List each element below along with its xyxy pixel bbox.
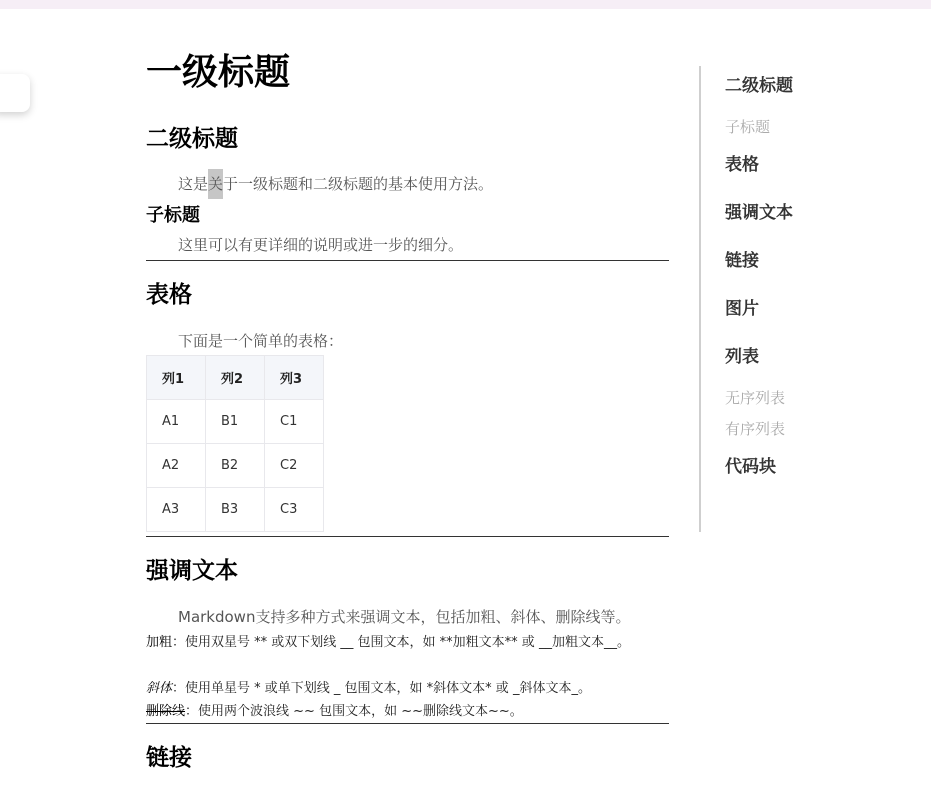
data-table [146,355,324,532]
bold-text: ：使用双星号 ** 或双下划线 __ 包围文本，如 **加粗文本** 或 __加粗文本__。 [172,635,630,650]
table-header-cell: 列1 [147,356,206,400]
heading-sub: 子标题 [146,205,200,226]
table-cell: A2 [147,444,206,488]
paragraph-sec3: Markdown支持多种方式来强调文本，包括加粗、斜体、删除线等。 [178,608,631,626]
strike-label: 删除线 [146,704,186,719]
bold-label: 加粗 [146,635,173,650]
strike-text: ：使用两个波浪线 ~~ 包围文本，如 ~~删除线文本~~。 [185,704,523,719]
toc-divider [699,66,701,532]
italic-label: 斜体 [146,681,173,696]
table-cell: A3 [147,488,206,532]
paragraph-sub: 这里可以有更详细的说明或进一步的细分。 [178,236,464,254]
toc-item-无序列表[interactable]: 无序列表 [725,389,786,407]
toc-item-表格[interactable]: 表格 [725,155,759,175]
top-strip [0,0,931,9]
table-cell: B3 [206,488,265,532]
table-row [147,488,324,532]
toc-item-链接[interactable]: 链接 [725,251,759,271]
paragraph-text: 于一级标题和二级标题的基本使用方法。 [223,175,494,193]
table-cell: B2 [206,444,265,488]
table-row [147,400,324,444]
table-header-cell: 列2 [206,356,265,400]
strike-description [146,700,669,724]
heading-sec3: 强调文本 [146,558,238,584]
table-header-cell: 列3 [265,356,324,400]
table-header-row [147,356,324,400]
toc-item-代码块[interactable]: 代码块 [725,457,776,477]
table-cell: C3 [265,488,324,532]
sidebar-toggle-button[interactable] [0,74,30,112]
text-selection-highlight: 关 [208,169,223,199]
toc-item-有序列表[interactable]: 有序列表 [725,420,786,438]
toc-item-列表[interactable]: 列表 [725,347,759,367]
bold-description [146,631,669,655]
toc-item-强调文本[interactable]: 强调文本 [725,203,793,223]
table-cell: C2 [265,444,324,488]
table-cell: A1 [147,400,206,444]
paragraph-text: 这是 [178,175,209,193]
horizontal-rule [146,260,669,261]
heading-1: 一级标题 [146,52,291,93]
heading-sec4: 链接 [146,745,192,771]
horizontal-rule [146,536,669,537]
paragraph-sec2: 下面是一个简单的表格： [178,332,344,350]
toc-item-图片[interactable]: 图片 [725,299,759,319]
toc-item-二级标题[interactable]: 二级标题 [725,76,793,96]
horizontal-rule [146,723,669,724]
heading-sec2: 表格 [146,282,192,308]
italic-description [146,677,669,701]
heading-sec1: 二级标题 [146,126,238,152]
table-cell: B1 [206,400,265,444]
table-row [147,444,324,488]
table-cell: C1 [265,400,324,444]
paragraph-sec1 [178,173,493,195]
toc-item-子标题[interactable]: 子标题 [725,118,771,136]
italic-text: ：使用单星号 * 或单下划线 _ 包围文本，如 *斜体文本* 或 _斜体文本_。 [172,681,591,696]
